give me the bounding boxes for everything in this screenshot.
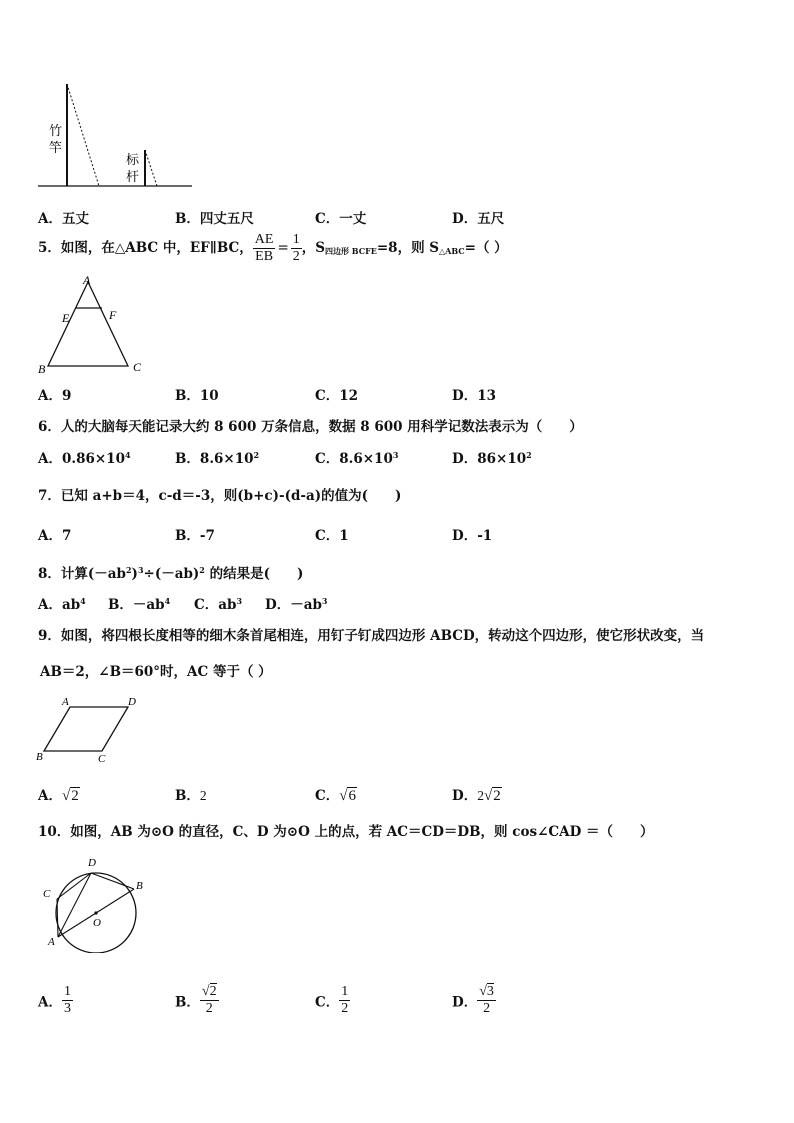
label-b: B — [136, 880, 143, 892]
pole-sun-ray — [67, 84, 99, 186]
q8-option-b: B．$-ab^4$ — [108, 596, 171, 613]
q5-option-d: D．13 — [452, 388, 496, 404]
q10-option-c: C． $\frac{1}{2}$ — [315, 984, 349, 1016]
q6-option-d: D．$86\times 10^2$ — [452, 450, 532, 467]
q9-option-a: A．√2 — [38, 788, 79, 804]
q5-val-num: 1 — [292, 232, 300, 247]
q9-option-c: C．√6 — [315, 788, 356, 804]
q9-question-line2: AB＝2，∠B＝60°时，AC 等于（ ） — [40, 664, 272, 680]
label-a: A — [48, 936, 55, 948]
stake-label-1: 标 — [126, 152, 140, 167]
q4-option-b: B．四丈五尺 — [175, 211, 254, 227]
chord-cd — [57, 873, 91, 899]
label-b: B — [38, 362, 46, 376]
triangle-abc-figure — [32, 272, 152, 377]
q5-prefix: 5．如图，在△ABC 中，EF∥BC， — [38, 240, 253, 256]
q4-option-d: D．五尺 — [452, 211, 505, 227]
q5-value-fraction — [291, 232, 302, 265]
center-point — [94, 911, 97, 914]
label-b: B — [36, 751, 43, 763]
label-d: D — [128, 696, 136, 708]
label-d: D — [88, 857, 96, 869]
rhombus-abcd-figure — [32, 693, 147, 768]
q9-question-line1: 9．如图，将四根长度相等的细木条首尾相连，用钉子钉成四边形 ABCD，转动这个四边形，使它形状改变，当 — [38, 628, 705, 644]
q5-val-den: 2 — [292, 249, 300, 264]
q5-frac-den: EB — [255, 249, 274, 264]
q4-option-a: A．五丈 — [38, 211, 89, 227]
q9-option-b: B．2 — [175, 788, 207, 804]
q7-option-d: D．-1 — [452, 528, 493, 544]
q5-option-b: B．10 — [175, 388, 219, 404]
label-a: A — [83, 273, 91, 287]
stake-label-2: 杆 — [126, 169, 140, 184]
q7-option-c: C．1 — [315, 528, 349, 544]
q10-option-b: B． $\frac{√2}{2}$ — [175, 984, 217, 1016]
triangle-abc — [48, 282, 128, 366]
q7-option-a: A．7 — [38, 528, 72, 544]
stake-sun-ray — [145, 150, 157, 186]
pole-shadow-figure — [30, 80, 200, 195]
chord-ad — [58, 873, 91, 937]
q8-question: 8．计算$(-ab^2)^3\div(-ab)^2$ 的结果是( ) — [38, 565, 304, 582]
q5-tail: =8，则 S — [376, 240, 440, 256]
q5-ratio-fraction — [253, 232, 276, 265]
q10-option-a: A． $\frac{1}{3}$ — [38, 984, 71, 1016]
sqrt-2: √2 — [61, 788, 79, 804]
q6-question: 6．人的大脑每天能记录大约 8 600 万条信息，数据 8 600 用科学记数法表示为（ ） — [38, 419, 583, 435]
q5-eq: = — [277, 240, 289, 256]
q6-option-a: A．$0.86\times 10^4$ — [38, 450, 131, 467]
pole-label-1: 竹 — [49, 123, 63, 138]
q4-option-c: C．一丈 — [315, 211, 367, 227]
q10-question: 10．如图，AB 为⊙O 的直径，C、D 为⊙O 上的点，若 AC＝CD＝DB，则 cos∠CAD ＝（ ） — [38, 824, 654, 840]
q7-question: 7．已知 a+b＝4，c-d＝-3，则(b+c)-(d-a)的值为( ) — [38, 488, 402, 504]
label-c: C — [133, 360, 142, 374]
q5-end: =（ ） — [464, 240, 508, 256]
q5-sub2: △ABC — [439, 246, 465, 256]
label-c: C — [98, 753, 106, 765]
label-f: F — [109, 308, 117, 322]
q5-sub: 四边形 BCFE — [325, 246, 377, 256]
q8-option-a: A．$ab^4$ — [38, 596, 86, 613]
sqrt-2: √2 — [483, 788, 501, 804]
q5-mid: ，S — [301, 240, 326, 256]
label-e: E — [62, 311, 70, 325]
q5-option-a: A．9 — [38, 388, 72, 404]
circle-o-figure — [36, 853, 156, 953]
label-a: A — [62, 696, 69, 708]
q5-option-c: C．12 — [315, 388, 359, 404]
pole-label-2: 竿 — [49, 140, 63, 155]
chord-ac — [57, 899, 58, 937]
q6-option-c: C．$8.6\times 10^3$ — [315, 450, 399, 467]
q6-option-b: B．$8.6\times 10^2$ — [175, 450, 260, 467]
q5-question — [38, 232, 508, 265]
q7-option-b: B．-7 — [175, 528, 215, 544]
label-o: O — [93, 917, 101, 929]
sqrt-6: √6 — [339, 788, 356, 804]
q10-option-d: D． $\frac{√3}{2}$ — [452, 984, 494, 1016]
rhombus-abcd — [44, 707, 128, 751]
chord-db — [91, 873, 134, 889]
q5-frac-num: AE — [254, 232, 274, 247]
q8-option-d: D．$-ab^3$ — [265, 596, 328, 613]
q8-option-c: C．$ab^3$ — [194, 596, 243, 613]
q9-option-d: D．2√2 — [452, 788, 501, 804]
label-c: C — [43, 888, 51, 900]
